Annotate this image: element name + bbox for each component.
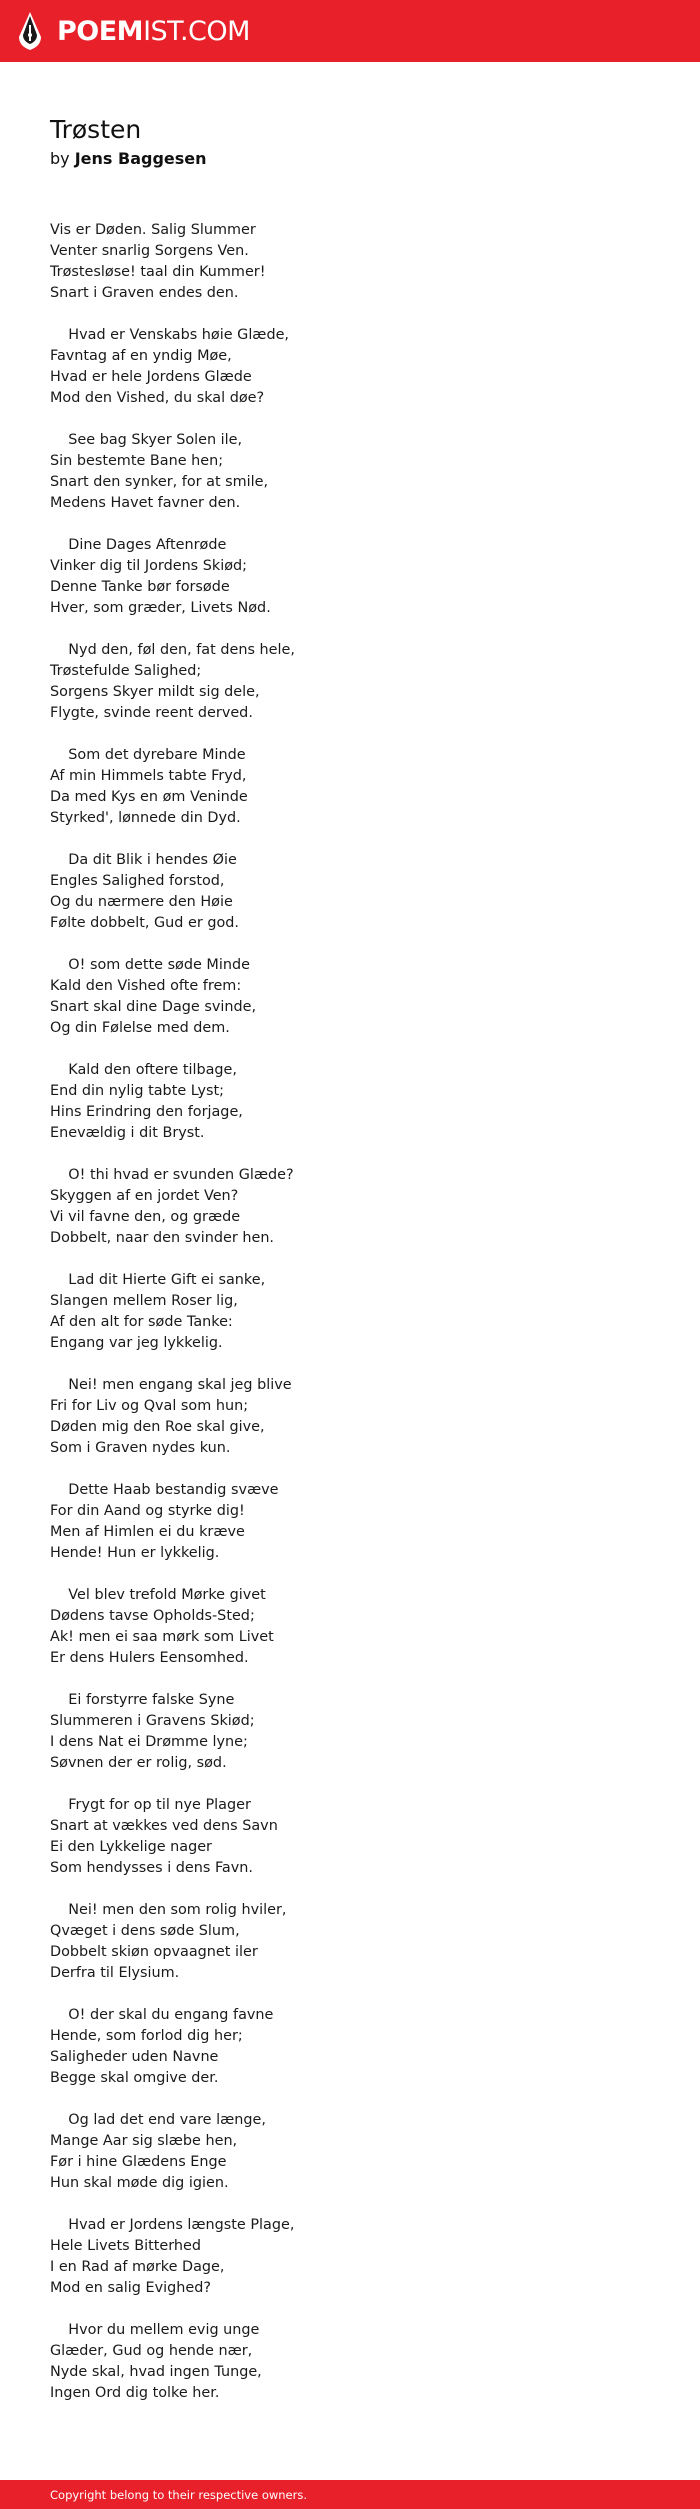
stanza <box>50 2110 650 2194</box>
poem-line: Da med Kys en øm Veninde <box>50 789 248 805</box>
poem-line: Ingen Ord dig tolke her. <box>50 2385 220 2401</box>
poem-line: Snart i Graven endes den. <box>50 285 239 301</box>
poem-line: Snart den synker, for at smile, <box>50 474 269 490</box>
poem-line: Engang var jeg lykkelig. <box>50 1335 223 1351</box>
site-logo[interactable] <box>57 15 250 47</box>
poem-line: O! der skal du engang favne <box>50 2007 274 2023</box>
poem-line: Dødens tavse Opholds-Sted; <box>50 1608 255 1624</box>
poem-line: Mod en salig Evighed? <box>50 2280 211 2296</box>
poem-line: Som i Graven nydes kun. <box>50 1440 231 1456</box>
poem-byline <box>50 148 207 170</box>
poem-line: Skyggen af en jordet Ven? <box>50 1188 239 1204</box>
poem-title: Trøsten <box>50 115 142 144</box>
poem-line: Af den alt for søde Tanke: <box>50 1314 233 1330</box>
poem-line: Og lad det end vare længe, <box>50 2112 266 2128</box>
site-footer <box>0 2480 700 2509</box>
poem-line: O! som dette søde Minde <box>50 957 250 973</box>
poem-line: Vi vil favne den, og græde <box>50 1209 241 1225</box>
author-link[interactable]: Jens Baggesen <box>74 149 207 168</box>
poem-line: Favntag af en yndig Møe, <box>50 348 232 364</box>
poem-line: Ei forstyrre falske Syne <box>50 1692 235 1708</box>
poem-line: Nei! men engang skal jeg blive <box>50 1377 292 1393</box>
poem-line: Følte dobbelt, Gud er god. <box>50 915 239 931</box>
poem-line: Denne Tanke bør forsøde <box>50 579 230 595</box>
poem-line: Hende! Hun er lykkelig. <box>50 1545 220 1561</box>
poem-line: Hvad er Venskabs høie Glæde, <box>50 327 290 343</box>
stanza <box>50 430 650 514</box>
poem-line: Slangen mellem Roser lig, <box>50 1293 238 1309</box>
poem-line: Hvad er hele Jordens Glæde <box>50 369 252 385</box>
stanza <box>50 640 650 724</box>
poem-line: Derfra til Elysium. <box>50 1965 180 1981</box>
poem-line: Lad dit Hierte Gift ei sanke, <box>50 1272 266 1288</box>
poem-line: Begge skal omgive der. <box>50 2070 219 2086</box>
poem-line: Men af Himlen ei du kræve <box>50 1524 245 1540</box>
poem-line: Fri for Liv og Qval som hun; <box>50 1398 249 1414</box>
stanza <box>50 955 650 1039</box>
poem-line: Flygte, svinde reent derved. <box>50 705 253 721</box>
stanza <box>50 1165 650 1249</box>
poem-line: Vinker dig til Jordens Skiød; <box>50 558 248 574</box>
stanza <box>50 1060 650 1144</box>
poem-line: Engles Salighed forstod, <box>50 873 225 889</box>
poem-line: Hele Livets Bitterhed <box>50 2238 201 2254</box>
poem-line: Frygt for op til nye Plager <box>50 1797 251 1813</box>
poem-line: Er dens Hulers Eensomhed. <box>50 1650 249 1666</box>
poem-line: Mod den Vished, du skal døe? <box>50 390 265 406</box>
stanza <box>50 745 650 829</box>
stanza <box>50 220 650 304</box>
stanza <box>50 2005 650 2089</box>
poem-line: Før i hine Glædens Enge <box>50 2154 227 2170</box>
poem-line: Af min Himmels tabte Fryd, <box>50 768 247 784</box>
poem-body <box>50 220 650 2425</box>
poem-line: I dens Nat ei Drømme lyne; <box>50 1734 248 1750</box>
poem-line: Kald den oftere tilbage, <box>50 1062 237 1078</box>
poem-line: Som det dyrebare Minde <box>50 747 246 763</box>
stanza <box>50 535 650 619</box>
copyright-text: Copyright belong to their respective owners. <box>50 2487 308 2502</box>
poem-line: Nei! men den som rolig hviler, <box>50 1902 287 1918</box>
poem-line: Som hendysses i dens Favn. <box>50 1860 253 1876</box>
site-header <box>0 0 700 62</box>
poem-line: Hun skal møde dig igien. <box>50 2175 229 2191</box>
poem-line: Slummeren i Gravens Skiød; <box>50 1713 255 1729</box>
poem-line: Ei den Lykkelige nager <box>50 1839 212 1855</box>
poem-line: Trøstesløse! taal din Kummer! <box>50 264 266 280</box>
poem-line: Og du nærmere den Høie <box>50 894 233 910</box>
logo-text-light: IST.COM <box>143 15 250 47</box>
poem-line: Da dit Blik i hendes Øie <box>50 852 237 868</box>
poem-line: Nyd den, føl den, fat dens hele, <box>50 642 295 658</box>
poem-line: Enevældig i dit Bryst. <box>50 1125 205 1141</box>
poem-line: Kald den Vished ofte frem: <box>50 978 242 994</box>
pen-nib-icon[interactable] <box>17 11 43 51</box>
poem-line: Hvad er Jordens længste Plage, <box>50 2217 295 2233</box>
poem-line: Snart at vækkes ved dens Savn <box>50 1818 278 1834</box>
poem-line: O! thi hvad er svunden Glæde? <box>50 1167 294 1183</box>
poem-line: Medens Havet favner den. <box>50 495 241 511</box>
stanza <box>50 1690 650 1774</box>
poem-line: Dette Haab bestandig svæve <box>50 1482 279 1498</box>
poem-line: Hins Erindring den forjage, <box>50 1104 243 1120</box>
poem-line: Snart skal dine Dage svinde, <box>50 999 257 1015</box>
poem-line: Styrked', lønnede din Dyd. <box>50 810 241 826</box>
poem-line: Qvæget i dens søde Slum, <box>50 1923 240 1939</box>
poem-line: See bag Skyer Solen ile, <box>50 432 243 448</box>
poem-line: Hver, som græder, Livets Nød. <box>50 600 271 616</box>
poem-line: Sorgens Skyer mildt sig dele, <box>50 684 260 700</box>
poem-line: Nyde skal, hvad ingen Tunge, <box>50 2364 262 2380</box>
poem-line: Vel blev trefold Mørke givet <box>50 1587 266 1603</box>
stanza <box>50 850 650 934</box>
poem-line: For din Aand og styrke dig! <box>50 1503 245 1519</box>
poem-line: Hvor du mellem evig unge <box>50 2322 260 2338</box>
stanza <box>50 2320 650 2404</box>
stanza <box>50 1900 650 1984</box>
poem-line: Dobbelt, naar den svinder hen. <box>50 1230 275 1246</box>
poem-line: Glæder, Gud og hende nær, <box>50 2343 253 2359</box>
poem-line: Hende, som forlod dig her; <box>50 2028 243 2044</box>
poem-line: Ak! men ei saa mørk som Livet <box>50 1629 274 1645</box>
poem-line: Søvnen der er rolig, sød. <box>50 1755 227 1771</box>
poem-line: Venter snarlig Sorgens Ven. <box>50 243 249 259</box>
poem-line: Saligheder uden Navne <box>50 2049 219 2065</box>
poem-line: I en Rad af mørke Dage, <box>50 2259 225 2275</box>
stanza <box>50 1270 650 1354</box>
byline-prefix: by <box>50 149 70 168</box>
poem-line: End din nylig tabte Lyst; <box>50 1083 224 1099</box>
poem-line: Dine Dages Aftenrøde <box>50 537 227 553</box>
poem-line: Trøstefulde Salighed; <box>50 663 202 679</box>
poem-line: Mange Aar sig slæbe hen, <box>50 2133 238 2149</box>
poem-line: Døden mig den Roe skal give, <box>50 1419 265 1435</box>
stanza <box>50 325 650 409</box>
stanza <box>50 1480 650 1564</box>
poem-line: Vis er Døden. Salig Slummer <box>50 222 256 238</box>
stanza <box>50 1585 650 1669</box>
logo-text-bold: POEM <box>57 15 144 47</box>
stanza <box>50 2215 650 2299</box>
stanza <box>50 1795 650 1879</box>
poem-line: Og din Følelse med dem. <box>50 1020 230 1036</box>
poem-line: Sin bestemte Bane hen; <box>50 453 224 469</box>
poem-line: Dobbelt skiøn opvaagnet iler <box>50 1944 258 1960</box>
stanza <box>50 1375 650 1459</box>
